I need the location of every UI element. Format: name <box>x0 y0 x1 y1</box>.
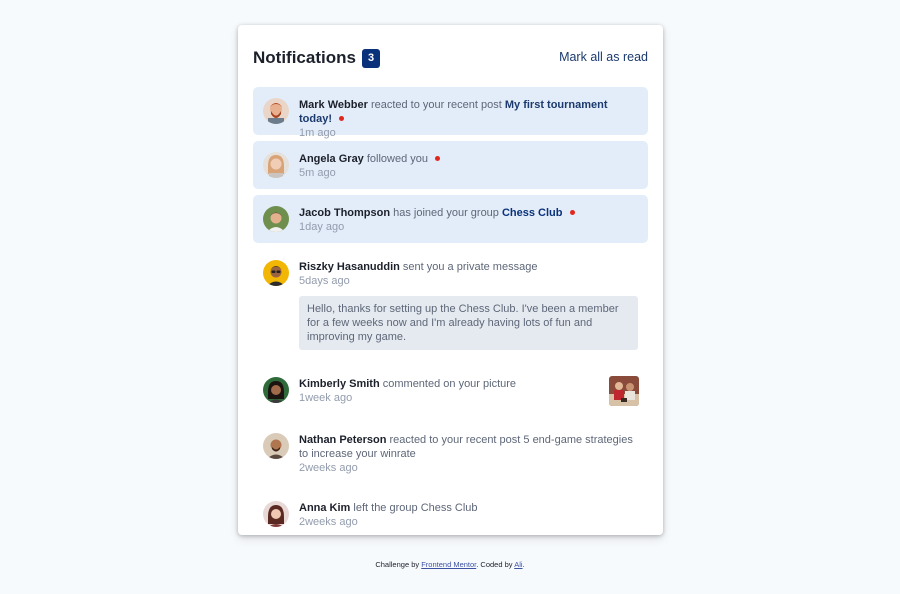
notification-actor[interactable]: Riszky Hasanuddin <box>299 261 400 273</box>
footer-middle: . Coded by <box>476 560 513 569</box>
notification-time: 5m ago <box>299 167 336 179</box>
notifications-card <box>238 25 663 535</box>
notification-body <box>299 433 638 475</box>
notification-action: has joined your group <box>393 207 499 219</box>
notification-time: 1day ago <box>299 221 345 233</box>
unread-dot-icon <box>435 156 440 161</box>
title-wrap <box>253 48 380 68</box>
unread-dot-icon <box>339 116 344 121</box>
footer-prefix: Challenge by <box>375 560 420 569</box>
notification-actor[interactable]: Nathan Peterson <box>299 434 387 446</box>
notification-actor[interactable]: Mark Webber <box>299 99 368 111</box>
notification-target-group[interactable]: Chess Club <box>501 207 563 219</box>
notification-body <box>299 152 638 180</box>
commented-picture-thumbnail[interactable] <box>609 376 639 406</box>
notification-actor[interactable]: Angela Gray <box>299 153 364 165</box>
avatar-angela-gray[interactable] <box>263 152 289 178</box>
notification-time: 1week ago <box>299 392 353 404</box>
footer-suffix: . <box>522 560 525 569</box>
notification-item[interactable] <box>253 249 648 362</box>
unread-dot-icon <box>570 210 575 215</box>
notification-time: 1m ago <box>299 127 336 139</box>
notification-action: sent you a private message <box>402 261 538 273</box>
notification-actor[interactable]: Anna Kim <box>299 502 351 514</box>
unread-count-badge: 3 <box>362 49 380 68</box>
notification-actor[interactable]: Kimberly Smith <box>299 378 380 390</box>
notification-body <box>299 206 638 234</box>
notification-action: commented on your picture <box>382 378 517 390</box>
notification-item[interactable] <box>253 366 648 422</box>
notification-time: 2weeks ago <box>299 516 358 528</box>
notification-item[interactable] <box>253 141 648 189</box>
notification-body <box>299 377 638 405</box>
notification-body <box>299 98 638 140</box>
author-link[interactable]: Ali <box>514 560 523 569</box>
frontend-mentor-link[interactable]: Frontend Mentor <box>421 560 477 569</box>
notification-action: followed you <box>366 153 429 165</box>
notification-action: reacted to your recent post <box>370 99 502 111</box>
avatar-riszky-hasanuddin[interactable] <box>263 260 289 286</box>
notification-item[interactable] <box>253 87 648 139</box>
notification-list <box>253 87 648 540</box>
notification-target-post[interactable]: My first tournament today! <box>299 99 608 125</box>
private-message-preview[interactable]: Hello, thanks for setting up the Chess Club. I've been a member for a few weeks now and I'm already having lots of fun and improving my game. <box>299 296 638 350</box>
notification-target-group[interactable]: Chess Club <box>420 502 478 514</box>
notification-action: reacted to your recent post 5 end-game strategies to increase your winrate <box>299 434 633 460</box>
notification-item[interactable] <box>253 490 648 540</box>
avatar-mark-webber[interactable] <box>263 98 289 124</box>
mark-all-read-button[interactable]: Mark all as read <box>559 50 648 64</box>
notification-body <box>299 501 638 529</box>
notification-item[interactable] <box>253 422 648 490</box>
avatar-nathan-peterson[interactable] <box>263 433 289 459</box>
notification-action: left the group <box>353 502 418 514</box>
notification-item[interactable] <box>253 195 648 243</box>
notification-body <box>299 260 638 350</box>
attribution-footer <box>0 560 900 569</box>
notification-time: 5days ago <box>299 275 350 287</box>
notifications-header <box>253 25 648 87</box>
avatar-kimberly-smith[interactable] <box>263 377 289 403</box>
avatar-anna-kim[interactable] <box>263 501 289 527</box>
page-title: Notifications <box>253 48 356 67</box>
avatar-jacob-thompson[interactable] <box>263 206 289 232</box>
notification-actor[interactable]: Jacob Thompson <box>299 207 391 219</box>
notification-time: 2weeks ago <box>299 462 358 474</box>
